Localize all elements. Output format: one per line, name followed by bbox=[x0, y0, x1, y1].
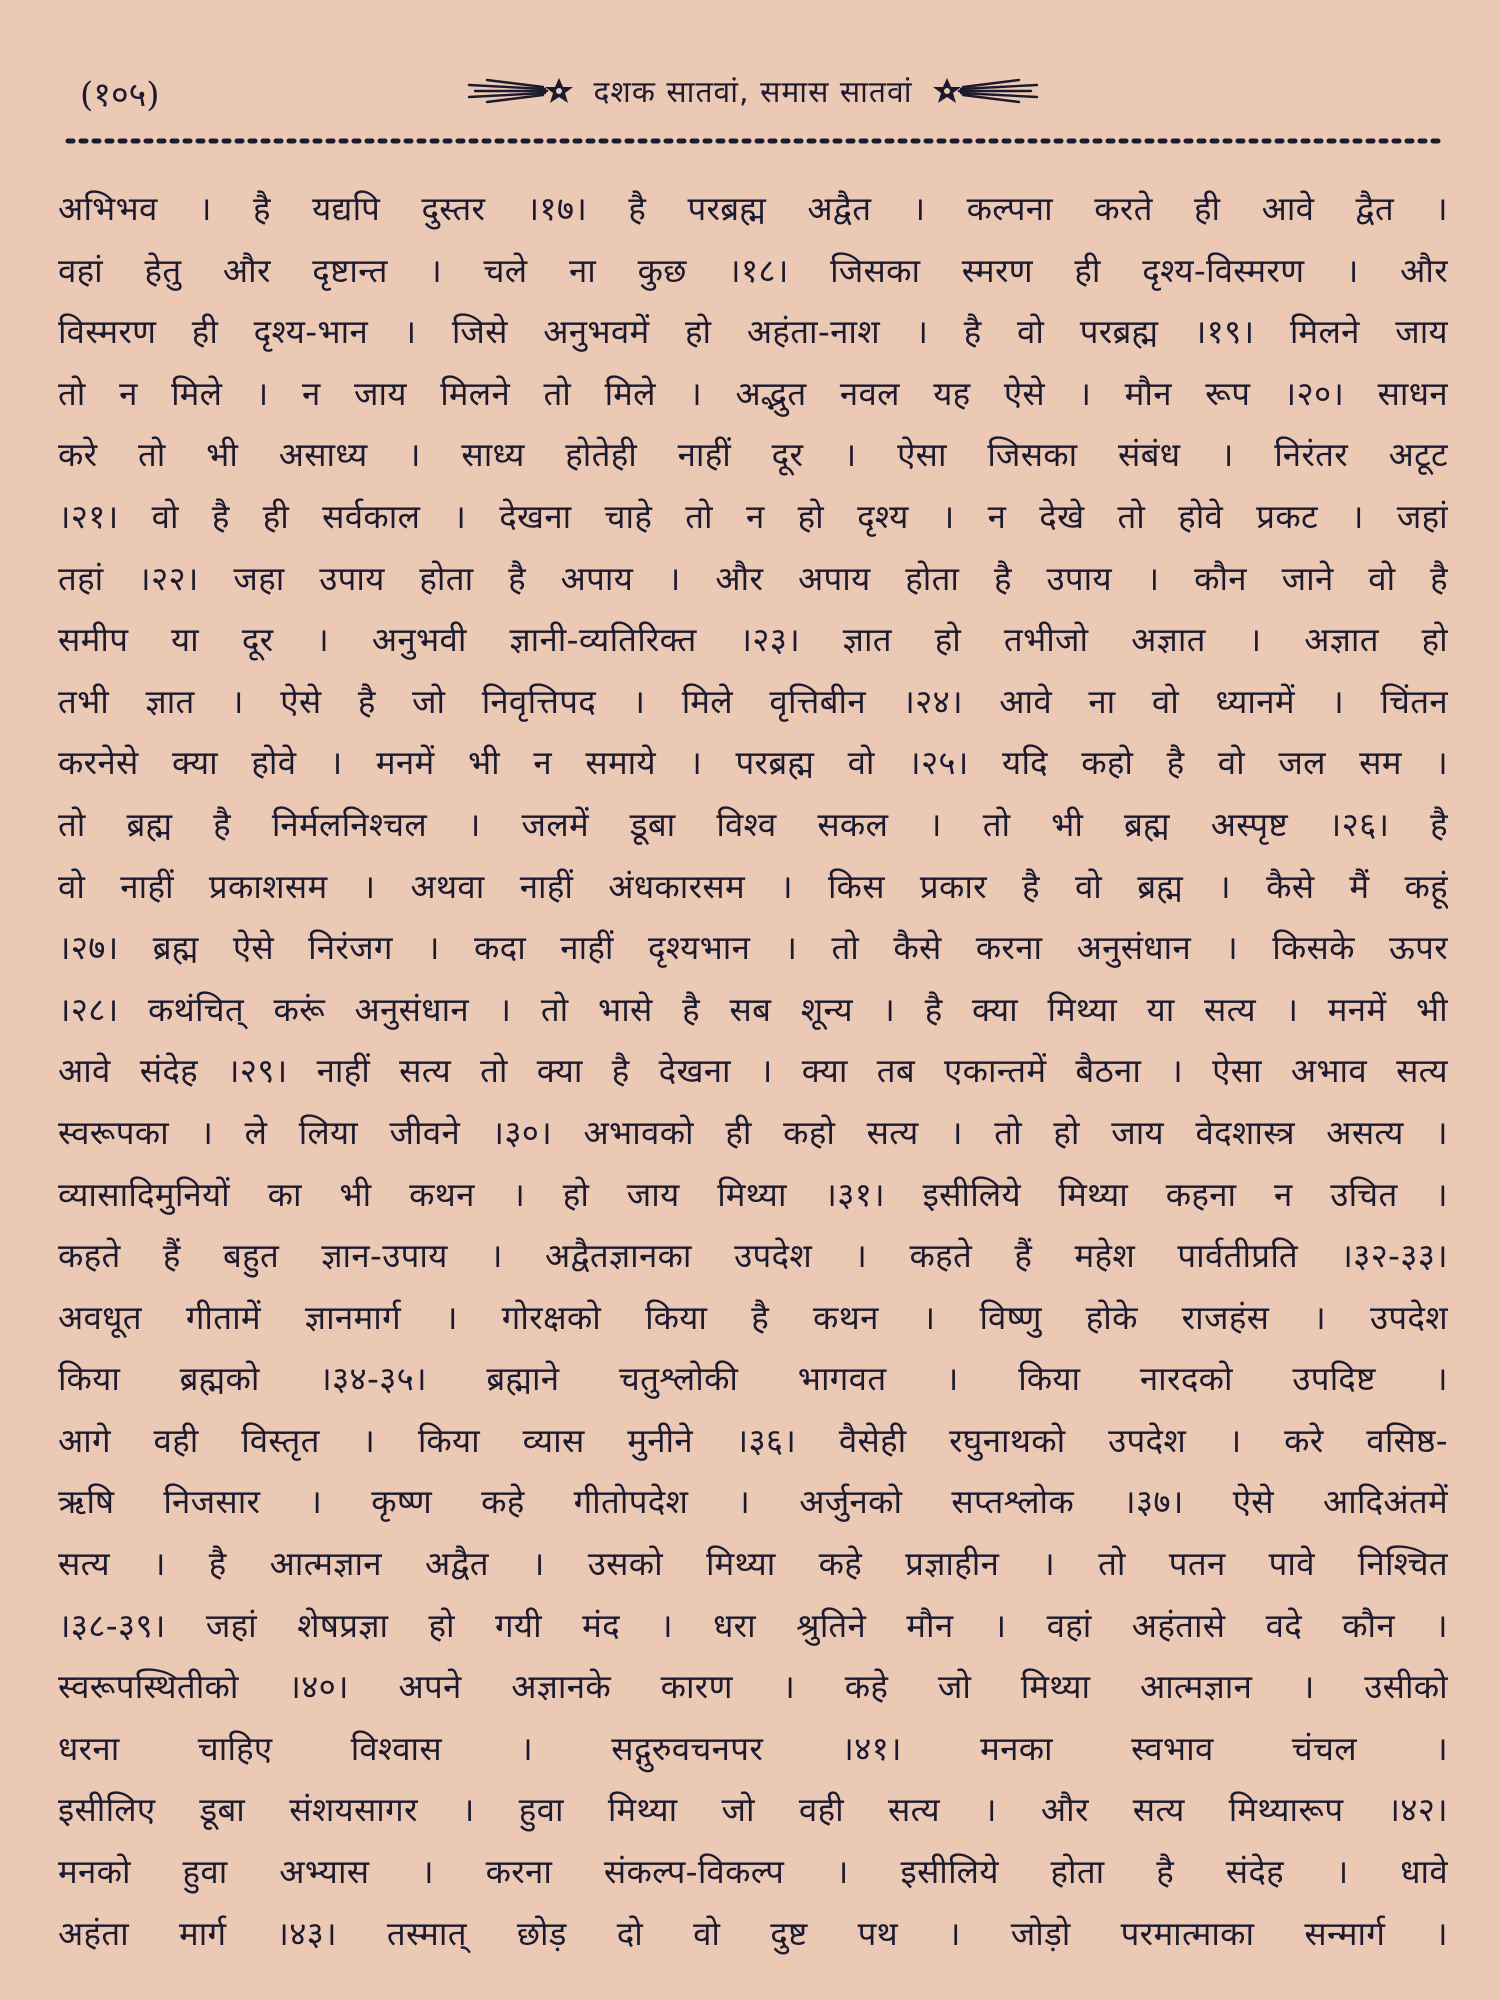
text-line: तो न मिले । न जाय मिलने तो मिले । अद्भुत नवल यह ऐसे । मौन रूप ।२०। साधन bbox=[58, 373, 1448, 413]
text-line: अहंता मार्ग ।४३। तस्मात् छोड़ दो वो दुष्ट पथ । जोड़ो परमात्माका सन्मार्ग । bbox=[58, 1913, 1448, 1953]
text-line: इसीलिए डूबा संशयसागर । हुवा मिथ्या जो वही सत्य । और सत्य मिथ्यारूप ।४२। bbox=[58, 1790, 1448, 1830]
text-line: स्वरूपका । ले लिया जीवने ।३०। अभावको ही कहो सत्य । तो हो जाय वेदशास्त्र असत्य । bbox=[58, 1112, 1448, 1152]
text-line: ।२१। वो है ही सर्वकाल । देखना चाहे तो न हो दृश्य । न देखे तो होवे प्रकट । जहां bbox=[58, 496, 1448, 536]
text-line: ।३८-३९। जहां शेषप्रज्ञा हो गयी मंद । धरा श्रुतिने मौन । वहां अहंतासे वदे कौन । bbox=[58, 1605, 1448, 1645]
running-head bbox=[58, 70, 1448, 111]
text-line: किया ब्रह्मको ।३४-३५। ब्रह्माने चतुश्लोकी भागवत । किया नारदको उपदिष्ट । bbox=[58, 1359, 1448, 1399]
left-ornament-icon bbox=[467, 76, 577, 106]
text-line: ।२८। कथंचित् करूं अनुसंधान । तो भासे है सब शून्य । है क्या मिथ्या या सत्य । मनमें भी bbox=[58, 989, 1448, 1029]
text-line: व्यासादिमुनियों का भी कथन । हो जाय मिथ्या ।३१। इसीलिये मिथ्या कहना न उचित । bbox=[58, 1174, 1448, 1214]
text-line: ।२७। ब्रह्म ऐसे निरंजग । कदा नाहीं दृश्यभान । तो कैसे करना अनुसंधान । किसके ऊपर bbox=[58, 928, 1448, 968]
text-line: वो नाहीं प्रकाशसम । अथवा नाहीं अंधकारसम । किस प्रकार है वो ब्रह्म । कैसे मैं कहूं bbox=[58, 866, 1448, 906]
running-title: दशक सातवां, समास सातवां bbox=[593, 75, 913, 110]
text-line: मनको हुवा अभ्यास । करना संकल्प-विकल्प । इसीलिये होता है संदेह । धावे bbox=[58, 1852, 1448, 1892]
verse-text bbox=[58, 178, 1448, 1964]
page-header bbox=[58, 64, 1448, 124]
text-line: वहां हेतु और दृष्टान्त । चले ना कुछ ।१८। जिसका स्मरण ही दृश्य-विस्मरण । और bbox=[58, 250, 1448, 290]
text-line: अवधूत गीतामें ज्ञानमार्ग । गोरक्षको किया है कथन । विष्णु होके राजहंस । उपदेश bbox=[58, 1297, 1448, 1337]
text-line: समीप या दूर । अनुभवी ज्ञानी-व्यतिरिक्त ।२३। ज्ञात हो तभीजो अज्ञात । अज्ञात हो bbox=[58, 620, 1448, 660]
text-line: सत्य । है आत्मज्ञान अद्वैत । उसको मिथ्या कहे प्रज्ञाहीन । तो पतन पावे निश्चित bbox=[58, 1544, 1448, 1584]
text-line: धरना चाहिए विश्वास । सद्गुरुवचनपर ।४१। मनका स्वभाव चंचल । bbox=[58, 1728, 1448, 1768]
text-line: स्वरूपस्थितीको ।४०। अपने अज्ञानके कारण । कहे जो मिथ्या आत्मज्ञान । उसीको bbox=[58, 1667, 1448, 1707]
right-ornament-icon bbox=[929, 76, 1039, 106]
text-line: आवे संदेह ।२९। नाहीं सत्य तो क्या है देखना । क्या तब एकान्तमें बैठना । ऐसा अभाव सत्य bbox=[58, 1051, 1448, 1091]
text-line: अभिभव । है यद्यपि दुस्तर ।१७। है परब्रह्म अद्वैत । कल्पना करते ही आवे द्वैत । bbox=[58, 189, 1448, 228]
text-line: करनेसे क्या होवे । मनमें भी न समाये । परब्रह्म वो ।२५। यदि कहो है वो जल सम । bbox=[58, 743, 1448, 783]
text-line: विस्मरण ही दृश्य-भान । जिसे अनुभवमें हो अहंता-नाश । है वो परब्रह्म ।१९। मिलने जाय bbox=[58, 312, 1448, 352]
text-line: तभी ज्ञात । ऐसे है जो निवृत्तिपद । मिले वृत्तिबीन ।२४। आवे ना वो ध्यानमें । चिंतन bbox=[58, 681, 1448, 721]
page-number: (१०५) bbox=[80, 75, 160, 115]
dotted-divider bbox=[64, 136, 1448, 146]
text-line: ऋषि निजसार । कृष्ण कहे गीतोपदेश । अर्जुनको सप्तश्लोक ।३७। ऐसे आदिअंतमें bbox=[58, 1482, 1448, 1522]
book-page bbox=[58, 64, 1448, 1953]
text-line: तो ब्रह्म है निर्मलनिश्चल । जलमें डूबा विश्व सकल । तो भी ब्रह्म अस्पृष्ट ।२६। है bbox=[58, 804, 1448, 844]
text-line: तहां ।२२। जहा उपाय होता है अपाय । और अपाय होता है उपाय । कौन जाने वो है bbox=[58, 558, 1448, 598]
text-line: आगे वही विस्तृत । किया व्यास मुनीने ।३६। वैसेही रघुनाथको उपदेश । करे वसिष्ठ- bbox=[58, 1420, 1448, 1460]
text-line: करे तो भी असाध्य । साध्य होतेही नाहीं दूर । ऐसा जिसका संबंध । निरंतर अटूट bbox=[58, 435, 1448, 475]
text-line: कहते हैं बहुत ज्ञान-उपाय । अद्वैतज्ञानका उपदेश । कहते हैं महेश पार्वतीप्रति ।३२-३३। bbox=[58, 1236, 1448, 1276]
